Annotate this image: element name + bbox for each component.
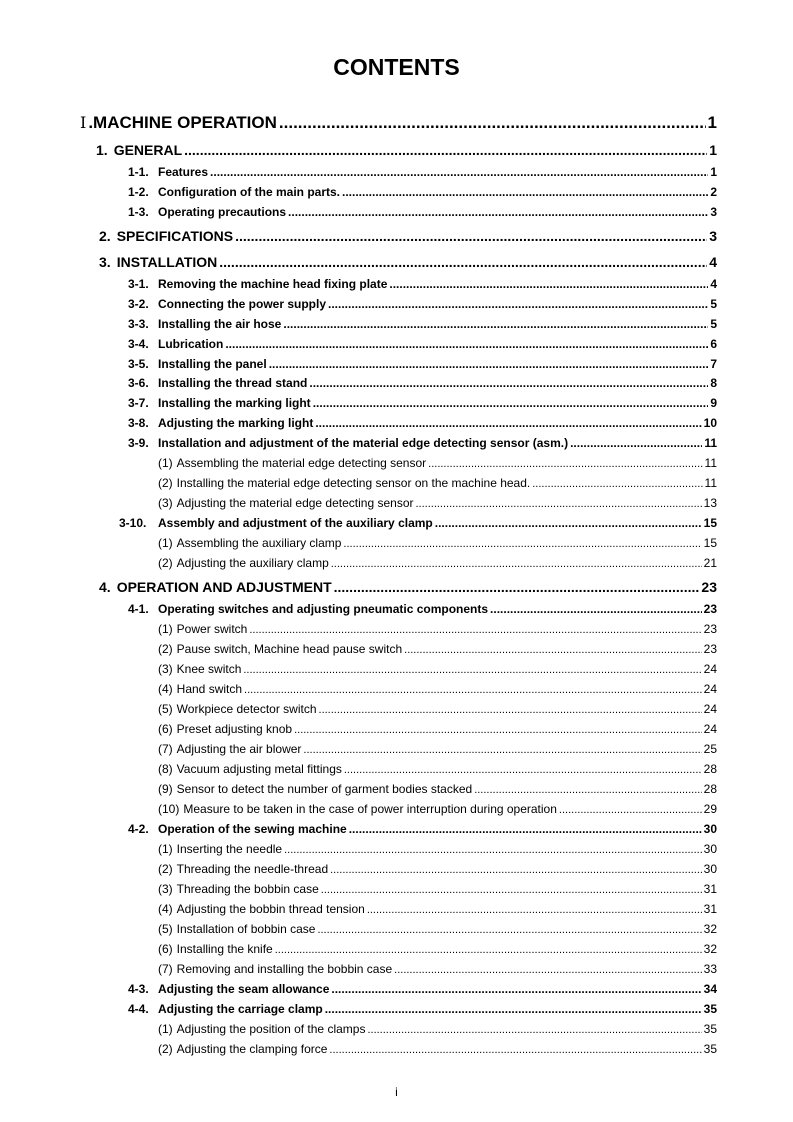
dot-leader (315, 416, 701, 430)
toc-entry[interactable] (158, 782, 717, 798)
toc-entry-number: 4-4. (128, 1002, 149, 1016)
toc-part-number: Ⅰ (80, 113, 87, 132)
toc-entry[interactable] (96, 142, 717, 160)
toc-entry-number: (2) (158, 1042, 173, 1056)
toc-entry-page: 6 (710, 337, 717, 351)
toc-entry-page: 5 (710, 317, 717, 331)
toc-entry-number: 4-1. (128, 602, 149, 616)
dot-leader (367, 1024, 701, 1036)
toc-entry-number: 1-3. (128, 205, 149, 219)
toc-entry[interactable] (128, 982, 717, 998)
toc-entry-number: (3) (158, 882, 173, 896)
toc-entry-label: Configuration of the main parts. (158, 185, 340, 199)
toc-entry-page: 5 (710, 297, 717, 311)
toc-entry-number: (8) (158, 762, 173, 776)
dot-leader (210, 165, 708, 179)
toc-entry-number: (1) (158, 842, 173, 856)
toc-entry-label: Adjusting the seam allowance (158, 982, 330, 996)
dot-leader (559, 804, 702, 816)
toc-entry-label: Preset adjusting knob (176, 722, 293, 736)
toc-entry-number: (10) (158, 802, 180, 816)
toc-entry-page: 35 (703, 1022, 717, 1036)
dot-leader (219, 254, 707, 270)
dot-leader (225, 337, 708, 351)
toc-entry[interactable] (119, 516, 717, 532)
dot-leader (331, 982, 701, 996)
toc-entry[interactable] (158, 1022, 717, 1038)
dot-leader (283, 317, 708, 331)
toc-entry-number: (2) (158, 642, 173, 656)
toc-entry-number: 3. (99, 254, 111, 270)
dot-leader (294, 724, 702, 736)
toc-entry-page: 4 (709, 254, 717, 270)
toc-entry-page: 35 (703, 1002, 717, 1016)
toc-entry-label: Operating switches and adjusting pneumatic components (158, 602, 489, 616)
toc-entry[interactable] (128, 1002, 717, 1018)
dot-leader (303, 744, 701, 756)
toc-entry[interactable] (128, 277, 717, 293)
toc-part-page: 1 (707, 113, 717, 132)
toc-entry-page: 33 (703, 962, 717, 976)
toc-entry[interactable] (128, 205, 717, 221)
dot-leader (313, 396, 709, 410)
toc-entry[interactable] (128, 185, 717, 201)
toc-entry-label: Sensor to detect the number of garment bodies stacked (176, 782, 473, 796)
toc-entry-number: (2) (158, 556, 173, 570)
toc-part-label: .MACHINE OPERATION (88, 113, 277, 132)
toc-entry-label: Installation of bobbin case (176, 922, 316, 936)
toc-entry-number: (7) (158, 742, 173, 756)
toc-entry-number: 4-3. (128, 982, 149, 996)
toc-entry-page: 8 (710, 376, 717, 390)
toc-entry-label: Installing the material edge detecting sensor on the machine head. (176, 476, 531, 490)
toc-entry[interactable] (158, 862, 717, 878)
dot-leader (343, 538, 701, 550)
toc-entry-page: 28 (703, 762, 717, 776)
toc-entry-page: 30 (703, 842, 717, 856)
toc-entry-label: Installing the knife (176, 942, 273, 956)
toc-entry-label: Inserting the needle (176, 842, 283, 856)
toc-entry-label: Threading the bobbin case (176, 882, 319, 896)
toc-entry-number: 3-10. (119, 516, 147, 530)
toc-entry-number: 3-2. (128, 297, 149, 311)
dot-leader (319, 704, 702, 716)
toc-entry-label: Connecting the power supply (158, 297, 327, 311)
toc-entry-label: Adjusting the marking light (158, 416, 314, 430)
toc-entry-label: Adjusting the carriage clamp (158, 1002, 323, 1016)
toc-entry-label: Removing the machine head fixing plate (158, 277, 388, 291)
toc-entry-page: 29 (703, 802, 717, 816)
toc-entry-number: 2. (99, 228, 111, 244)
toc-entry-number: (6) (158, 942, 173, 956)
toc-entry[interactable] (158, 842, 717, 858)
dot-leader (349, 822, 702, 836)
toc-entry[interactable] (128, 337, 717, 353)
toc-entry-label: Adjusting the material edge detecting sensor (176, 496, 414, 510)
toc-entry-number: (1) (158, 536, 173, 550)
toc-entry-label: Features (158, 165, 209, 179)
toc-entry-label: Knee switch (176, 662, 242, 676)
dot-leader (309, 376, 708, 390)
toc-entry-label: GENERAL (113, 142, 183, 158)
toc-entry[interactable] (128, 165, 717, 181)
toc-entry-number: 4. (99, 579, 111, 595)
toc-entry-number: (2) (158, 862, 173, 876)
toc-entry[interactable] (158, 456, 717, 472)
toc-entry[interactable] (128, 602, 717, 618)
toc-entry-label: Adjusting the bobbin thread tension (176, 902, 365, 916)
toc-entry-page: 2 (710, 185, 717, 199)
toc-entry-page: 23 (703, 602, 717, 616)
toc-entry-label: Power switch (176, 622, 248, 636)
toc-entry-page: 9 (710, 396, 717, 410)
toc-entry-page: 23 (701, 579, 717, 595)
toc-entry[interactable] (158, 556, 717, 572)
dot-leader (570, 436, 702, 450)
toc-entry[interactable] (158, 622, 717, 638)
toc-entry-number: 3-5. (128, 357, 149, 371)
toc-entry-number: (5) (158, 702, 173, 716)
toc-entry-page: 15 (703, 536, 717, 550)
dot-leader (490, 602, 702, 616)
dot-leader (532, 478, 702, 490)
toc-entry-number: (3) (158, 496, 173, 510)
toc-entry-label: Installing the thread stand (158, 376, 308, 390)
toc-entry-page: 24 (703, 702, 717, 716)
toc-entry[interactable] (128, 357, 717, 373)
toc-entry-label: Adjusting the air blower (176, 742, 302, 756)
toc-entry-page: 34 (703, 982, 717, 996)
toc-entry-label: Assembly and adjustment of the auxiliary clamp (158, 516, 433, 530)
toc-entry[interactable] (99, 254, 717, 272)
toc-entry[interactable] (128, 416, 717, 432)
toc-entry-number: (4) (158, 682, 173, 696)
toc-entry-label: Operating precautions (158, 205, 287, 219)
toc-entry-label: Hand switch (176, 682, 243, 696)
toc-entry-number: 3-8. (128, 416, 149, 430)
toc-entry[interactable] (128, 396, 717, 412)
dot-leader (389, 277, 708, 291)
toc-entry-number: 3-7. (128, 396, 149, 410)
toc-entry-label: Pause switch, Machine head pause switch (176, 642, 403, 656)
toc-entry-label: INSTALLATION (116, 254, 218, 270)
dot-leader (243, 664, 701, 676)
toc-entry-label: Adjusting the clamping force (176, 1042, 328, 1056)
toc-entry[interactable] (128, 436, 717, 452)
toc-entry-number: (2) (158, 476, 173, 490)
dot-leader (329, 1044, 701, 1056)
toc-entry[interactable] (158, 902, 717, 918)
toc-entry-label: Removing and installing the bobbin case (176, 962, 393, 976)
toc-entry-number: 1-2. (128, 185, 149, 199)
toc-entry-label: Adjusting the position of the clamps (176, 1022, 366, 1036)
toc-entry[interactable] (158, 882, 717, 898)
dot-leader (184, 142, 707, 158)
toc-entry-number: 3-9. (128, 436, 149, 450)
toc-entry-page: 24 (703, 722, 717, 736)
toc-part-entry[interactable] (80, 113, 717, 135)
dot-leader (325, 1002, 702, 1016)
toc-entry-label: Threading the needle-thread (176, 862, 329, 876)
toc-entry-page: 30 (703, 822, 717, 836)
dot-leader (269, 357, 709, 371)
toc-entry-page: 31 (703, 882, 717, 896)
dot-leader (317, 924, 701, 936)
dot-leader (321, 884, 702, 896)
toc-entry-page: 21 (703, 556, 717, 570)
dot-leader (288, 205, 708, 219)
dot-leader (249, 624, 701, 636)
toc-entry-number: (9) (158, 782, 173, 796)
toc-entry-label: Lubrication (158, 337, 224, 351)
toc-entry-page: 11 (704, 456, 717, 470)
toc-entry[interactable] (158, 762, 717, 778)
toc-entry[interactable] (158, 922, 717, 938)
dot-leader (342, 185, 708, 199)
toc-entry[interactable] (158, 496, 717, 512)
page-number: i (395, 1085, 398, 1099)
toc-entry-page: 10 (703, 416, 717, 430)
dot-leader (328, 297, 708, 311)
toc-entry-page: 24 (703, 682, 717, 696)
toc-entry-page: 28 (703, 782, 717, 796)
toc-entry-number: (1) (158, 622, 173, 636)
dot-leader (394, 964, 701, 976)
toc-entry-number: 3-3. (128, 317, 149, 331)
toc-entry-page: 3 (710, 205, 717, 219)
toc-entry[interactable] (99, 579, 717, 597)
toc-entry[interactable] (158, 962, 717, 978)
toc-entry[interactable] (158, 536, 717, 552)
toc-entry[interactable] (158, 642, 717, 658)
toc-entry-page: 7 (710, 357, 717, 371)
toc-entry[interactable] (158, 942, 717, 958)
toc-entry-page: 32 (703, 942, 717, 956)
toc-entry-label: Installing the air hose (158, 317, 282, 331)
toc-entry[interactable] (158, 1042, 717, 1058)
toc-entry[interactable] (128, 317, 717, 333)
toc-entry-page: 11 (704, 476, 717, 490)
toc-entry-label: Installation and adjustment of the material edge detecting sensor (asm.) (158, 436, 569, 450)
toc-entry[interactable] (158, 802, 717, 818)
toc-entry-page: 35 (703, 1042, 717, 1056)
toc-entry-number: 3-4. (128, 337, 149, 351)
toc-entry-number: (5) (158, 922, 173, 936)
toc-entry-label: SPECIFICATIONS (116, 228, 234, 244)
toc-entry-number: 3-1. (128, 277, 149, 291)
toc-entry-number: 1. (96, 142, 108, 158)
toc-entry-page: 11 (704, 436, 717, 450)
toc-entry-number: 3-6. (128, 376, 149, 390)
toc-entry-page: 32 (703, 922, 717, 936)
toc-entry[interactable] (158, 476, 717, 492)
toc-entry-label: Workpiece detector switch (176, 702, 317, 716)
toc-entry-label: Vacuum adjusting metal fittings (176, 762, 342, 776)
toc-entry-label: Measure to be taken in the case of power interruption during operation (183, 802, 557, 816)
toc-entry[interactable] (158, 722, 717, 738)
toc-entry[interactable] (128, 822, 717, 838)
toc-entry-page: 15 (703, 516, 717, 530)
toc-entry-number: (6) (158, 722, 173, 736)
toc-entry-label: OPERATION AND ADJUSTMENT (116, 579, 332, 595)
toc-entry-number: (1) (158, 456, 173, 470)
toc-entry[interactable] (99, 228, 717, 246)
dot-leader (235, 228, 707, 244)
toc-entry-label: Operation of the sewing machine (158, 822, 347, 836)
toc-entry-label: Installing the panel (158, 357, 267, 371)
toc-entry-page: 4 (710, 277, 717, 291)
toc-entry-label: Installing the marking light (158, 396, 311, 410)
toc-entry[interactable] (128, 376, 717, 392)
dot-leader (244, 684, 702, 696)
dot-leader (404, 644, 702, 656)
dot-leader (275, 944, 702, 956)
page-title: CONTENTS (333, 54, 460, 80)
toc-entry-page: 1 (710, 165, 717, 179)
dot-leader (474, 784, 701, 796)
dot-leader (428, 458, 702, 470)
toc-entry-number: (4) (158, 902, 173, 916)
dot-leader (334, 579, 700, 595)
toc-entry-number: (1) (158, 1022, 173, 1036)
toc-entry-page: 1 (709, 142, 717, 158)
toc-entry[interactable] (128, 297, 717, 313)
dot-leader (367, 904, 702, 916)
toc-entry[interactable] (158, 702, 717, 718)
dot-leader (344, 764, 702, 776)
toc-entry-page: 25 (703, 742, 717, 756)
toc-entry[interactable] (158, 682, 717, 698)
toc-entry-page: 23 (703, 642, 717, 656)
dot-leader (279, 113, 706, 133)
toc-entry[interactable] (158, 742, 717, 758)
toc-entry-number: 4-2. (128, 822, 149, 836)
toc-entry-number: (7) (158, 962, 173, 976)
toc-entry-page: 13 (703, 496, 717, 510)
toc-entry-page: 23 (703, 622, 717, 636)
toc-entry-number: (3) (158, 662, 173, 676)
toc-entry-label: Assembling the material edge detecting sensor (176, 456, 427, 470)
toc-entry-page: 3 (709, 228, 717, 244)
dot-leader (330, 864, 702, 876)
toc-entry[interactable] (158, 662, 717, 678)
toc-entry-label: Adjusting the auxiliary clamp (176, 556, 329, 570)
toc-entry-number: 1-1. (128, 165, 149, 179)
toc-entry-label: Assembling the auxiliary clamp (176, 536, 342, 550)
dot-leader (331, 558, 702, 570)
toc-entry-page: 31 (703, 902, 717, 916)
toc-entry-page: 30 (703, 862, 717, 876)
dot-leader (415, 498, 701, 510)
dot-leader (435, 516, 702, 530)
toc-entry-page: 24 (703, 662, 717, 676)
dot-leader (284, 844, 702, 856)
